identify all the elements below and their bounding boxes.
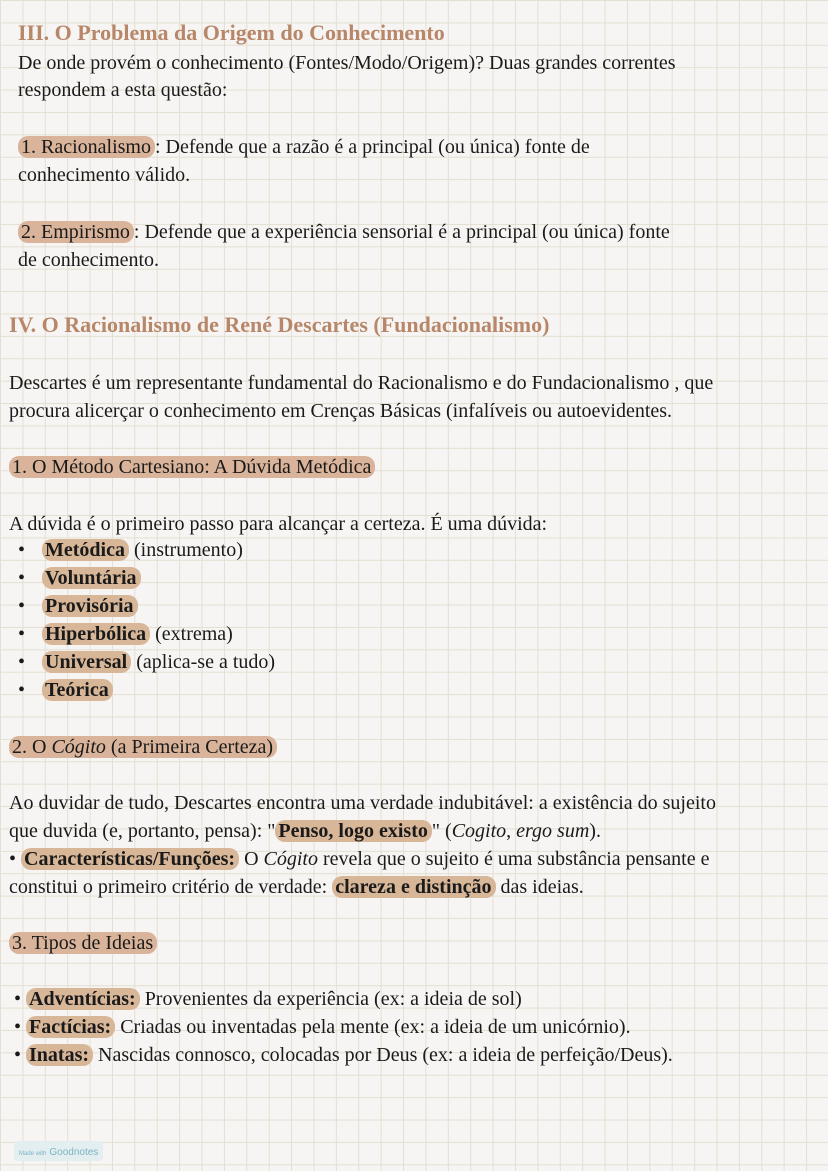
cogito-characteristics-line2: constitui o primeiro critério de verdade: clareza e distinção das ideias. bbox=[9, 876, 584, 898]
section-4-intro-line2: procura alicerçar o conhecimento em Crenças Básicas (infalíveis ou autoevidentes. bbox=[9, 400, 673, 422]
bullet-icon: • bbox=[18, 651, 26, 673]
empirismo-line2: de conhecimento. bbox=[18, 249, 160, 271]
characteristics-term: Características/Funções: bbox=[21, 848, 239, 870]
bullet-icon: • bbox=[18, 623, 26, 645]
racionalismo-item bbox=[18, 133, 590, 161]
empirismo-text: : Defende que a experiência sensorial é a principal (ou única) fonte bbox=[133, 221, 670, 243]
section-3-intro-line2: respondem a esta questão: bbox=[18, 79, 228, 101]
bullet-icon: • bbox=[18, 539, 26, 561]
list-item: • Teórica bbox=[18, 676, 275, 704]
empirismo-label: 2. Empirismo bbox=[18, 221, 134, 243]
bullet-icon: • bbox=[14, 988, 27, 1010]
bullet-icon: • bbox=[18, 679, 26, 701]
cogito-characteristics-line1: • Características/Funções: O Cógito revela que o sujeito é uma substância pensante e bbox=[9, 848, 710, 870]
subsection-3-title bbox=[9, 929, 157, 957]
ideas-bullet-list bbox=[14, 985, 673, 1069]
goodnotes-watermark: Made with Goodnotes bbox=[14, 1141, 103, 1161]
subsection-2-title bbox=[9, 733, 277, 761]
subsection-1-title-text: 1. O Método Cartesiano: A Dúvida Metódica bbox=[9, 456, 375, 478]
section-4-title: IV. O Racionalismo de René Descartes (Fundacionalismo) bbox=[9, 312, 550, 337]
clarity-distinction-term: clareza e distinção bbox=[332, 876, 495, 898]
empirismo-item bbox=[18, 218, 670, 246]
list-item: • Voluntária bbox=[18, 564, 275, 592]
section-3-title: III. O Problema da Origem do Conhecimento bbox=[18, 20, 445, 45]
subsection-3-title-text: 3. Tipos de Ideias bbox=[9, 932, 157, 954]
subsection-1-title bbox=[9, 453, 375, 481]
subsection-1-intro: A dúvida é o primeiro passo para alcançar a certeza. É uma dúvida: bbox=[9, 513, 548, 535]
section-3-intro-line1: De onde provém o conhecimento (Fontes/Modo/Origem)? Duas grandes correntes bbox=[18, 52, 676, 74]
bullet-icon: • bbox=[18, 595, 26, 617]
doubt-bullet-list bbox=[18, 536, 275, 704]
list-item: • Metódica (instrumento) bbox=[18, 536, 275, 564]
list-item: • Factícias: Criadas ou inventadas pela mente (ex: a ideia de um unicórnio). bbox=[14, 1016, 631, 1038]
racionalismo-line2: conhecimento válido. bbox=[18, 164, 191, 186]
bullet-icon: • bbox=[14, 1044, 27, 1066]
list-item: • Inatas: Nascidas connosco, colocadas por Deus (ex: a ideia de perfeição/Deus). bbox=[14, 1044, 673, 1066]
subsection-2-title-text: 2. O Cógito (a Primeira Certeza) bbox=[9, 736, 277, 758]
bullet-icon: • bbox=[18, 567, 26, 589]
racionalismo-text: : Defende que a razão é a principal (ou única) fonte de bbox=[154, 136, 590, 158]
cogito-paragraph-line2: que duvida (e, portanto, pensa): " Penso, logo existo " (Cogito, ergo sum). bbox=[9, 820, 601, 842]
cogito-quote: Penso, logo existo bbox=[275, 820, 431, 842]
list-item: • Hiperbólica (extrema) bbox=[18, 620, 275, 648]
section-4-intro-line1: Descartes é um representante fundamental do Racionalismo e do Fundacionalismo , que bbox=[9, 372, 714, 394]
cogito-paragraph-line1: Ao duvidar de tudo, Descartes encontra uma verdade indubitável: a existência do sujeito bbox=[9, 792, 716, 814]
list-item: • Provisória bbox=[18, 592, 275, 620]
bullet-icon: • bbox=[14, 1016, 27, 1038]
list-item: • Adventícias: Provenientes da experiência (ex: a ideia de sol) bbox=[14, 988, 522, 1010]
racionalismo-label: 1. Racionalismo bbox=[18, 136, 155, 158]
list-item: • Universal (aplica-se a tudo) bbox=[18, 648, 275, 676]
